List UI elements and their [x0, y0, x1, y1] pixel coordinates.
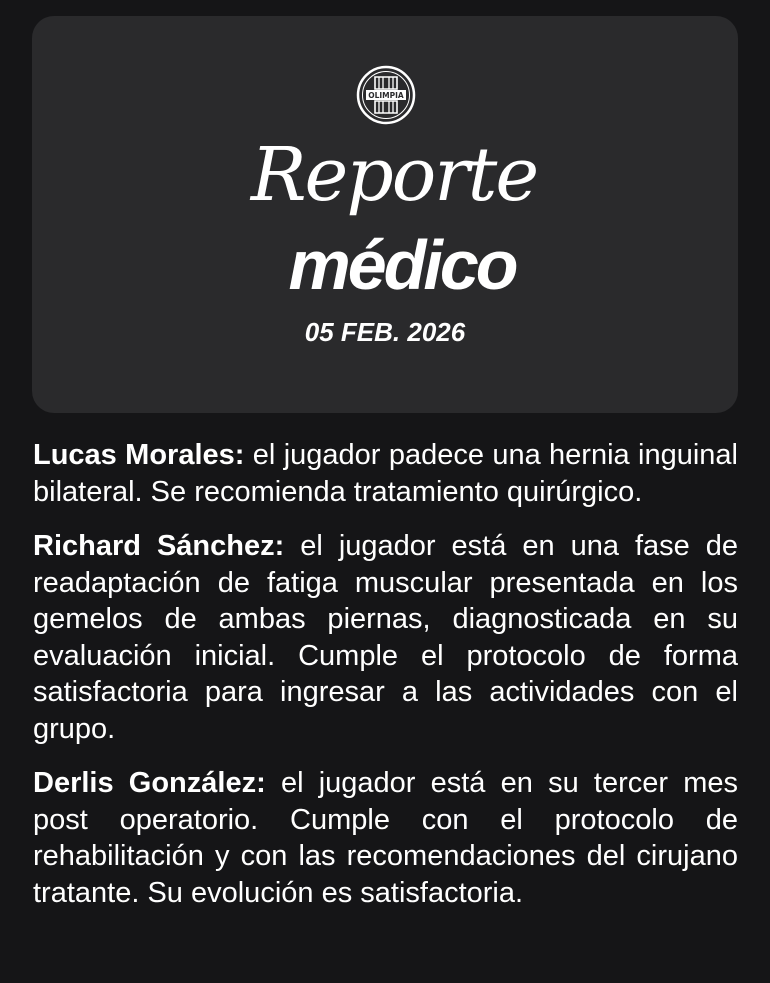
player-report-text: el jugador está en su tercer mes post operatorio. Cumple con el protocolo de rehabilitación y con las recomendaciones del cirujano tratante. Su evolución es satisfactoria. [33, 767, 738, 909]
player-reports [33, 437, 738, 929]
player-name: Richard Sánchez: [33, 530, 285, 562]
player-report-text: el jugador está en una fase de readaptación de fatiga muscular presentada en los gemelos de ambas piernas, diagnosticada en su evaluación inicial. Cumple el protocolo de forma satisfactoria para ingresar a las actividades con el grupo. [33, 530, 739, 745]
report-header-card [32, 16, 738, 413]
player-report-text: el jugador padece una hernia inguinal bilateral. Se recomienda tratamiento quirúrgico. [33, 439, 738, 508]
player-name: Derlis González: [33, 767, 266, 799]
player-report-sanchez [33, 528, 738, 747]
report-date: 05 FEB. 2026 [304, 317, 466, 347]
olimpia-crest-icon [355, 64, 417, 126]
player-name: Lucas Morales: [33, 439, 245, 471]
title-medico: médico [288, 226, 516, 304]
player-report-gonzalez [33, 765, 738, 911]
crest-text: OLIMPIA [368, 91, 404, 100]
player-report-morales [33, 437, 738, 510]
title-reporte: Reporte [250, 132, 538, 218]
